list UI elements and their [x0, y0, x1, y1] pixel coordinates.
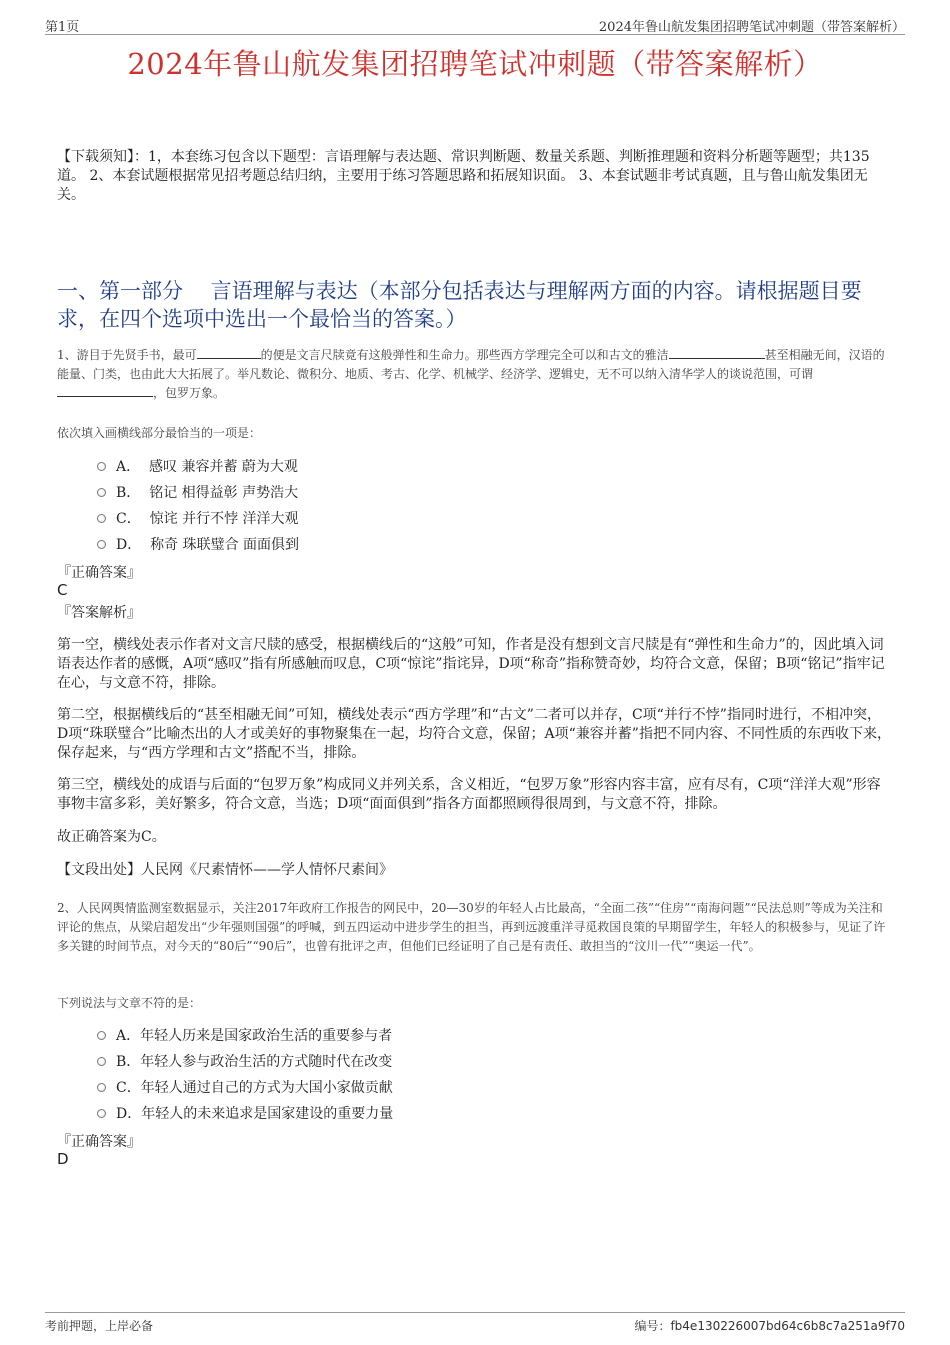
section-heading: 一、第一部分 言语理解与表达（本部分包括表达与理解两方面的内容。请根据题目要求，在四个选项中选出一个最恰当的答案。）	[57, 279, 862, 331]
radio-icon[interactable]	[97, 1031, 106, 1040]
option-a[interactable]	[97, 1022, 393, 1048]
option-text: 称奇 珠联璧合 面面俱到	[150, 537, 300, 553]
page-footer	[45, 1312, 905, 1337]
option-d[interactable]	[97, 1100, 393, 1126]
code-value: fb4e130226007bd64c6b8c7a251a9f70	[670, 1319, 905, 1333]
option-text: 年轻人通过自己的方式为大国小家做贡献	[140, 1080, 393, 1096]
option-text: 铭记 相得益彰 声势浩大	[149, 485, 299, 501]
radio-icon[interactable]	[97, 1057, 106, 1066]
option-a[interactable]	[97, 453, 299, 479]
analysis-paragraph: 第三空，横线处的成语与后面的“包罗万象”构成同义并列关系，含义相近，“包罗万象”形容内容丰富，应有尽有，C项“洋洋大观”形容事物丰富多彩，美好繁多，符合文意，当选；D项“面面俱到”指各方面都照顾得很周到，与文意不符，排除。	[57, 777, 881, 812]
option-letter: B．	[116, 485, 141, 501]
option-text: 年轻人的未来追求是国家建设的重要力量	[141, 1106, 394, 1122]
radio-icon[interactable]	[97, 540, 106, 549]
question-1-options	[97, 453, 299, 557]
option-d[interactable]	[97, 531, 299, 557]
option-letter: C．	[116, 1080, 141, 1096]
q1-text-part: 甚至相融无间，汉语的能量、门类，也由此大大拓展了。举凡数论、微积分、地质、考古、化学、机械学、经济学、逻辑史，无不可以纳入清华学人的谈说范围，可谓	[57, 348, 885, 381]
page-header	[45, 12, 905, 35]
analysis-label: 『答案解析』	[57, 605, 141, 621]
q1-text-part: ，包罗万象。	[153, 386, 226, 400]
answer-blank	[197, 346, 261, 359]
option-letter: C．	[116, 511, 141, 527]
answer-value: D	[57, 1150, 69, 1168]
option-c[interactable]	[97, 505, 299, 531]
question-1-prompt: 依次填入画横线部分最恰当的一项是：	[57, 426, 262, 440]
source-citation: 【文段出处】人民网《尺素情怀——学人情怀尺素间》	[57, 862, 393, 878]
footer-slogan: 考前押题，上岸必备	[45, 1319, 154, 1333]
question-2-prompt: 下列说法与文章不符的是：	[57, 996, 202, 1010]
radio-icon[interactable]	[97, 488, 106, 497]
code-label: 编号：	[634, 1319, 671, 1333]
answer-blank	[57, 384, 153, 397]
header-doc-title: 2024年鲁山航发集团招聘笔试冲刺题（带答案解析）	[598, 20, 905, 35]
radio-icon[interactable]	[97, 462, 106, 471]
option-letter: D．	[116, 1106, 142, 1122]
option-b[interactable]	[97, 479, 299, 505]
option-text: 年轻人参与政治生活的方式随时代在改变	[140, 1054, 393, 1070]
analysis-paragraph: 第二空，根据横线后的“甚至相融无间”可知，横线处表示“西方学理”和“古文”二者可以并存，C项“并行不悖”指同时进行，不相冲突，D项“珠联璧合”比喻杰出的人才或美好的事物聚集在一起，均符合文意，保留；A项“兼容并蓄”指把不同内容、不同性质的东西收下来，保存起来，与“西方学理和古文”搭配不当，排除。	[57, 707, 891, 761]
option-letter: B．	[116, 1054, 141, 1070]
option-letter: A．	[116, 459, 141, 475]
option-letter: D．	[116, 537, 142, 553]
q1-text-part: 1、游目于先贤手书，最可	[57, 348, 197, 362]
radio-icon[interactable]	[97, 514, 106, 523]
option-c[interactable]	[97, 1074, 393, 1100]
option-letter: A．	[116, 1028, 141, 1044]
option-text: 年轻人历来是国家政治生活的重要参与者	[140, 1028, 393, 1044]
answer-label: 『正确答案』	[57, 565, 141, 581]
page-title: 2024年鲁山航发集团招聘笔试冲刺题（带答案解析）	[127, 47, 823, 81]
answer-label: 『正确答案』	[57, 1134, 141, 1150]
question-2-text: 2、人民网舆情监测室数据显示，关注2017年政府工作报告的网民中，20—30岁的年轻人占比最高，“全面二孩”“住房”“南海问题”“民法总则”等成为关注和评论的焦点，从梁启超发出“少年强则国强”的呼喊，到五四运动中进步学生的担当，再到远渡重洋寻觅救国良策的早期留学生，年轻人的积极参与，见证了许多关键的时间节点，对今天的“80后”“90后”，也曾有批评之声，但他们已经证明了自己是有责任、敢担当的“汶川一代”“奥运一代”。	[57, 901, 886, 953]
question-1-text	[57, 346, 890, 403]
question-2-options	[97, 1022, 393, 1126]
option-text: 感叹 兼容并蓄 蔚为大观	[149, 459, 298, 475]
page-number: 第1页	[45, 20, 80, 35]
option-text: 惊诧 并行不悖 洋洋大观	[149, 511, 299, 527]
option-b[interactable]	[97, 1048, 393, 1074]
radio-icon[interactable]	[97, 1083, 106, 1092]
answer-blank	[669, 346, 765, 359]
q1-text-part: 的便是文言尺牍竟有这般弹性和生命力。那些西方学理完全可以和古文的雅洁	[260, 348, 669, 362]
download-notice: 【下载须知】：1，本套练习包含以下题型：言语理解与表达题、常识判断题、数量关系题、判断推理题和资料分析题等题型；共135道。 2、本套试题根据常见招考题总结归纳，主要用于练习答题思路和拓展知识面。 3、本套试题非考试真题，且与鲁山航发集团无关。	[57, 149, 870, 203]
analysis-paragraph: 第一空，横线处表示作者对文言尺牍的感受，根据横线后的“这般”可知，作者是没有想到文言尺牍是有“弹性和生命力”的，因此填入词语表达作者的感慨，A项“感叹”指有所感触而叹息，C项“惊诧”指诧异，D项“称奇”指称赞奇妙，均符合文意，保留；B项“铭记”指牢记在心，与文意不符，排除。	[57, 637, 885, 691]
radio-icon[interactable]	[97, 1109, 106, 1118]
footer-code	[634, 1317, 905, 1334]
answer-value: C	[57, 581, 68, 599]
analysis-conclusion: 故正确答案为C。	[57, 829, 166, 845]
